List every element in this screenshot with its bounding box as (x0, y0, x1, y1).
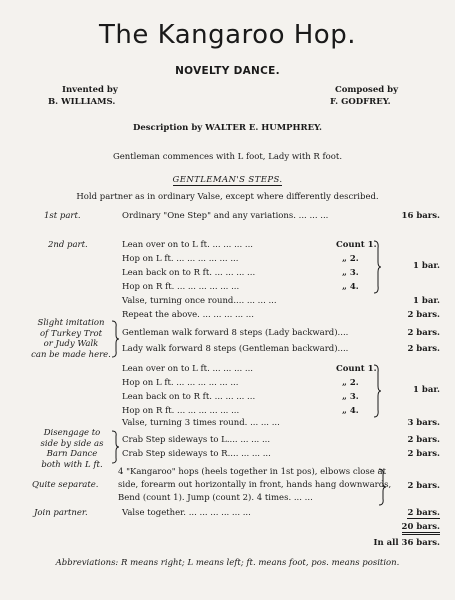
row-lean-r-2: Lean back on to R ft. ... ... ... ... (122, 392, 256, 402)
count-2b: „ 2. (342, 378, 359, 388)
composed-label: Composed by (335, 85, 399, 95)
bars-valse-together: 2 bars. (407, 508, 440, 518)
bars-valse-once: 1 bar. (413, 296, 440, 306)
commence-line: Gentleman commences with L foot, Lady with R foot. (112, 152, 343, 162)
count-2: „ 2. (342, 254, 359, 264)
count-4b: „ 4. (342, 406, 359, 416)
row-hop-l-1: Hop on L ft. ... ... ... ... ... ... (122, 254, 239, 264)
count-3b: „ 3. (342, 392, 359, 402)
bars-group-1: 1 bar. (413, 261, 440, 271)
count-1b: Count 1. (336, 364, 377, 374)
brace-slight (110, 320, 120, 358)
page-subtitle: NOVELTY DANCE. (175, 65, 280, 77)
bars-subtotal: 20 bars. (380, 522, 440, 532)
row-repeat: Repeat the above. ... ... ... ... ... (122, 310, 254, 320)
row-hop-r-2: Hop on R ft. ... ... ... ... ... ... (122, 406, 240, 416)
steps-heading: GENTLEMAN'S STEPS. (172, 175, 283, 185)
row-hop-line-2: side, forearm out horizontally in front, hands hang downwards, (118, 480, 392, 490)
composed-name: F. GODFREY. (330, 97, 391, 107)
row-lean-l-1: Lean over on to L ft. ... ... ... ... (122, 240, 254, 250)
row-lady-walk: Lady walk forward 8 steps (Gentleman backward).... (122, 344, 349, 354)
row-hop-line-1: 4 "Kangaroo" hops (heels together in 1st pos), elbows close at (118, 467, 386, 477)
row-valse-once: Valse, turning once round.... ... ... ... (122, 296, 277, 306)
bars-one-step: 16 bars. (401, 211, 440, 221)
invented-label: Invented by (62, 85, 118, 95)
label-quite-separate: Quite separate. (32, 480, 99, 490)
label-slight-imitation: Slight imitation of Turkey Trot or Judy Walk can be made here. (31, 318, 111, 360)
row-valse-three: Valse, turning 3 times round. ... ... ... (122, 418, 280, 428)
row-one-step: Ordinary "One Step" and any variations. ... ... ... (122, 211, 329, 221)
row-crab-right: Crab Step sideways to R.... ... ... ... (122, 449, 271, 459)
bars-lady-walk: 2 bars. (407, 344, 440, 354)
row-hop-l-2: Hop on L ft. ... ... ... ... ... ... (122, 378, 239, 388)
bars-crab-right: 2 bars. (407, 449, 440, 459)
row-lean-l-2: Lean over on to L ft. ... ... ... ... (122, 364, 254, 374)
row-lean-r-1: Lean back on to R ft. ... ... ... ... (122, 268, 256, 278)
bars-total: In all 36 bars. (373, 538, 440, 548)
label-join-partner: Join partner. (34, 508, 88, 518)
label-2nd-part: 2nd part. (48, 240, 88, 250)
label-disengage: Disengage to side by side as Barn Dance both with L ft. (40, 428, 104, 470)
abbreviations-line: Abbreviations: R means right; L means left; ft. means foot, pos. means position. (55, 558, 400, 568)
bars-repeat: 2 bars. (407, 310, 440, 320)
hold-line: Hold partner as in ordinary Valse, except where differently described. (76, 192, 379, 202)
count-4: „ 4. (342, 282, 359, 292)
bars-valse-three: 3 bars. (407, 418, 440, 428)
bars-crab-left: 2 bars. (407, 435, 440, 445)
row-valse-together: Valse together. ... ... ... ... ... ... (122, 508, 251, 518)
invented-name: B. WILLIAMS. (48, 97, 116, 107)
count-1: Count 1. (336, 240, 377, 250)
row-hop-r-1: Hop on R ft. ... ... ... ... ... ... (122, 282, 240, 292)
page-title: The Kangaroo Hop. (99, 20, 356, 50)
label-1st-part: 1st part. (44, 211, 81, 221)
description-line: Description by WALTER E. HUMPHREY. (132, 123, 323, 133)
bars-group-2: 1 bar. (413, 385, 440, 395)
row-hop-line-3: Bend (count 1). Jump (count 2). 4 times. ... ... (118, 493, 313, 503)
bars-gentleman-walk: 2 bars. (407, 328, 440, 338)
brace-disengage (110, 430, 120, 464)
count-3: „ 3. (342, 268, 359, 278)
row-gentleman-walk: Gentleman walk forward 8 steps (Lady backward).... (122, 328, 349, 338)
bars-hops: 2 bars. (407, 481, 440, 491)
row-crab-left: Crab Step sideways to L.... ... ... ... (122, 435, 271, 445)
